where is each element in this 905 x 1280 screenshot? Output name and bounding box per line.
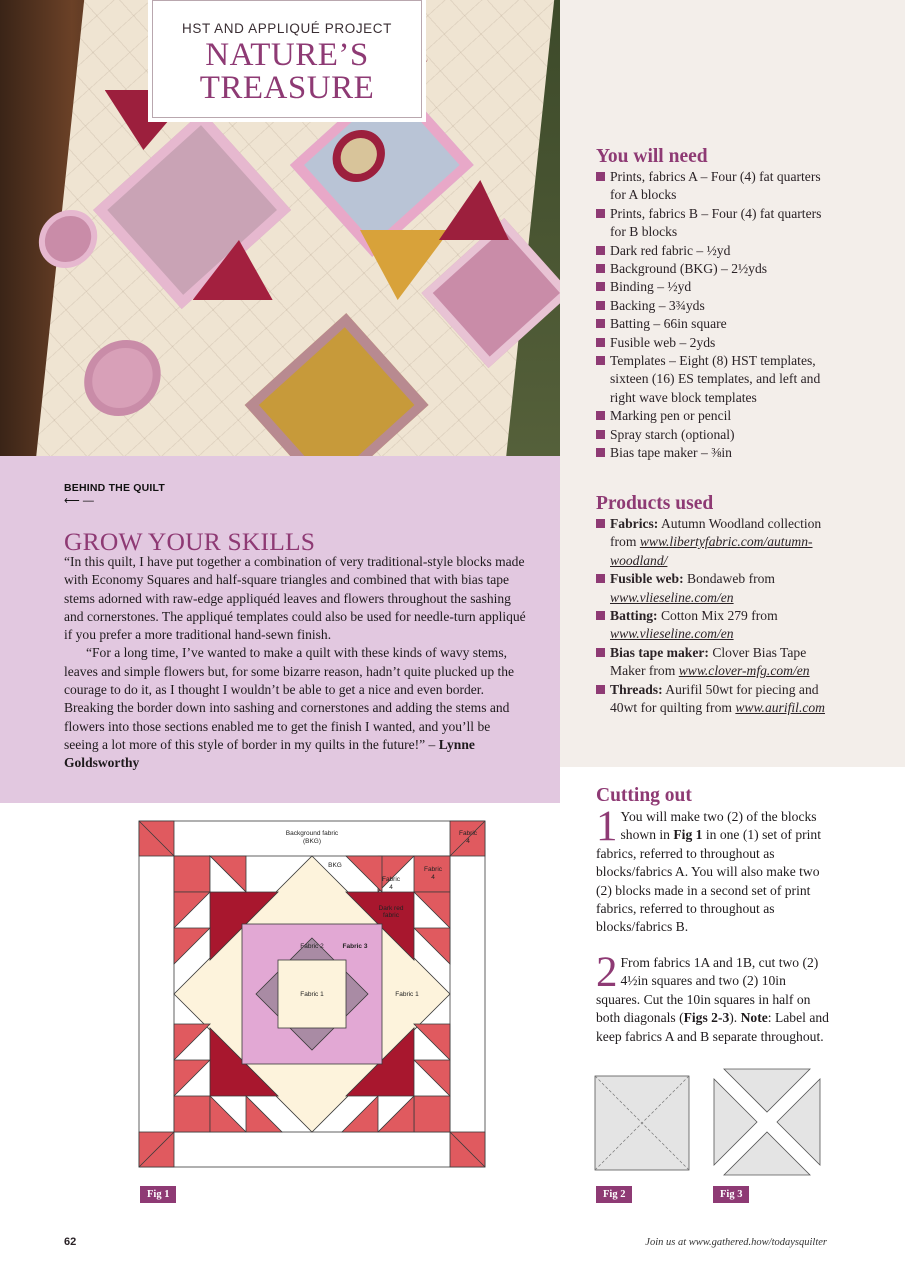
product-link[interactable]: www.clover-mfg.com/en: [678, 663, 810, 679]
label-fabric4: 4: [431, 874, 435, 881]
product-label: Threads:: [610, 681, 663, 697]
products-used-section: [596, 493, 828, 717]
project-kicker: HST AND APPLIQUÉ PROJECT: [182, 21, 392, 36]
hst-square: [174, 1096, 210, 1132]
product-label: Bias tape maker:: [610, 644, 709, 660]
product-item: [596, 515, 828, 570]
step-number: 2: [596, 949, 618, 996]
product-text: Cotton Mix 279 from: [660, 608, 778, 624]
label-fabric4: Fabric: [423, 866, 443, 873]
product-label: Fusible web:: [610, 571, 684, 587]
quote-text: “For a long time, I’ve wanted to make a quilt with these kinds of wavy stems, leaves and simple flowers but, for some bizarre reason, hadn’t quite plucked up the courage to do it, as I thought I wouldn’t be able to get a nice and even border. Breaking the border down into sashing and cornerstones and adding the stems and flowers into those sections enabled me to get the finish I wanted, and you’ll be seeing a lot more of this style of border in my quilts in the future!” –: [64, 645, 515, 752]
product-item: [596, 681, 828, 718]
product-link[interactable]: www.aurifil.com: [735, 700, 825, 716]
you-will-need-heading: You will need: [596, 146, 708, 167]
hst-square: [174, 856, 210, 892]
label-dark-red: Dark red: [378, 905, 404, 912]
hst-triangle: [439, 180, 515, 240]
cutting-step-2: 2 From fabrics 1A and 1B, cut two (2) 4½in squares and two (2) 10in squares. Cut the 10in squares in half on both diagonals (Figs 2-3). Note: Label and keep fabrics A and B separate throughout.: [596, 949, 829, 1044]
need-item: Prints, fabrics B – Four (4) fat quarters for B blocks: [596, 205, 832, 242]
quote-paragraph: [64, 644, 526, 772]
product-label: Batting:: [610, 608, 658, 624]
products-used-heading: Products used: [596, 493, 714, 514]
applique-flower: [80, 340, 164, 416]
product-link[interactable]: www.vlieseline.com/en: [610, 626, 734, 642]
label-fabric2: Fabric 2: [300, 943, 324, 950]
quote-paragraph: “In this quilt, I have put together a combination of very traditional-style blocks made with Economy Squares and half-square triangles and combined that with bias tape stems adorned with raw-edge appliquéd leaves and flowers throughout the sashing and cornerstones. The appliqué templates could also be used for needle-turn appliqué if you prefer a more traditional hand-sewn finish.: [64, 554, 526, 643]
label-bkg: (BKG): [302, 838, 322, 845]
need-item: Templates – Eight (8) HST templates, sixteen (16) ES templates, and left and right wave block templates: [596, 352, 832, 407]
label-fabric1: Fabric 1: [395, 991, 419, 998]
need-item: Fusible web – 2yds: [596, 334, 832, 352]
need-item: Batting – 66in square: [596, 315, 832, 333]
need-item: Dark red fabric – ½yd: [596, 242, 832, 260]
fig3-cut-diagram: [712, 1067, 822, 1177]
label-bkg-small: BKG: [328, 862, 342, 869]
need-item: Prints, fabrics A – Four (4) fat quarters for A blocks: [596, 168, 832, 205]
cutting-step-1: 1 You will make two (2) of the blocks shown in Fig 1 in one (1) set of print fabrics, referred to throughout as blocks/fabrics A. You will also make two (2) blocks made in a second set of print fabrics, referred to throughout as blocks/fabrics B.: [596, 803, 821, 935]
product-link[interactable]: www.vlieseline.com/en: [610, 589, 734, 605]
product-item: [596, 607, 828, 644]
quilt-block: [245, 313, 429, 456]
you-will-need-list: [596, 168, 832, 463]
label-fabric4: 4: [466, 838, 470, 845]
fig3-label: Fig 3: [713, 1186, 749, 1203]
need-item: Spray starch (optional): [596, 426, 832, 444]
label-dark-red: fabric: [383, 912, 399, 919]
you-will-need-section: [596, 146, 832, 463]
section-label: BEHIND THE QUILT: [64, 482, 166, 494]
product-item: [596, 570, 828, 607]
need-item: Bias tape maker – ⅜in: [596, 444, 832, 462]
products-used-list: [596, 515, 828, 717]
label-fabric4: Fabric: [458, 830, 478, 837]
product-text: Autumn Woodland collection from: [610, 516, 822, 550]
product-text: Aurifil 50wt for piecing and 40wt for quilting from: [610, 681, 819, 716]
fig2-square-diagram: [594, 1075, 690, 1171]
label-fabric4: 4: [389, 884, 393, 891]
product-label: Fabrics:: [610, 516, 659, 531]
quote-author: Lynne Goldsworthy: [64, 736, 475, 771]
arrow-left-icon: ⟵ —: [64, 495, 94, 507]
product-text: Bondaweb from: [687, 571, 776, 587]
label-fabric1: Fabric 1: [300, 991, 324, 998]
quilt-block: [93, 111, 291, 309]
fig1-label: Fig 1: [140, 1186, 176, 1203]
footer-url: Join us at www.gathered.how/todaysquilter: [645, 1237, 827, 1248]
hst-square: [414, 1096, 450, 1132]
title-box: [152, 0, 422, 118]
need-item: Marking pen or pencil: [596, 407, 832, 425]
product-link[interactable]: www.libertyfabric.com/autumn-woodland/: [610, 534, 813, 568]
need-item: Binding – ½yd: [596, 278, 832, 296]
label-fabric3: Fabric 3: [342, 943, 368, 950]
fig1-block-diagram: [138, 820, 486, 1170]
cutting-out-heading: Cutting out: [596, 785, 692, 806]
product-item: [596, 644, 828, 681]
project-title-line: NATURE’S: [205, 37, 369, 73]
need-item: Backing – 3¾yds: [596, 297, 832, 315]
label-bkg: Background fabric: [285, 830, 339, 837]
project-title: [153, 39, 421, 105]
designer-quote: [64, 553, 526, 773]
product-text: Clover Bias Tape Maker from: [610, 644, 807, 679]
page-number: 62: [64, 1236, 77, 1248]
label-fabric4: Fabric: [381, 876, 401, 883]
section-heading: GROW YOUR SKILLS: [64, 527, 316, 556]
fig2-label: Fig 2: [596, 1186, 632, 1203]
project-title-line: TREASURE: [199, 70, 375, 106]
need-item: Background (BKG) – 2½yds: [596, 260, 832, 278]
step-number: 1: [596, 803, 618, 850]
